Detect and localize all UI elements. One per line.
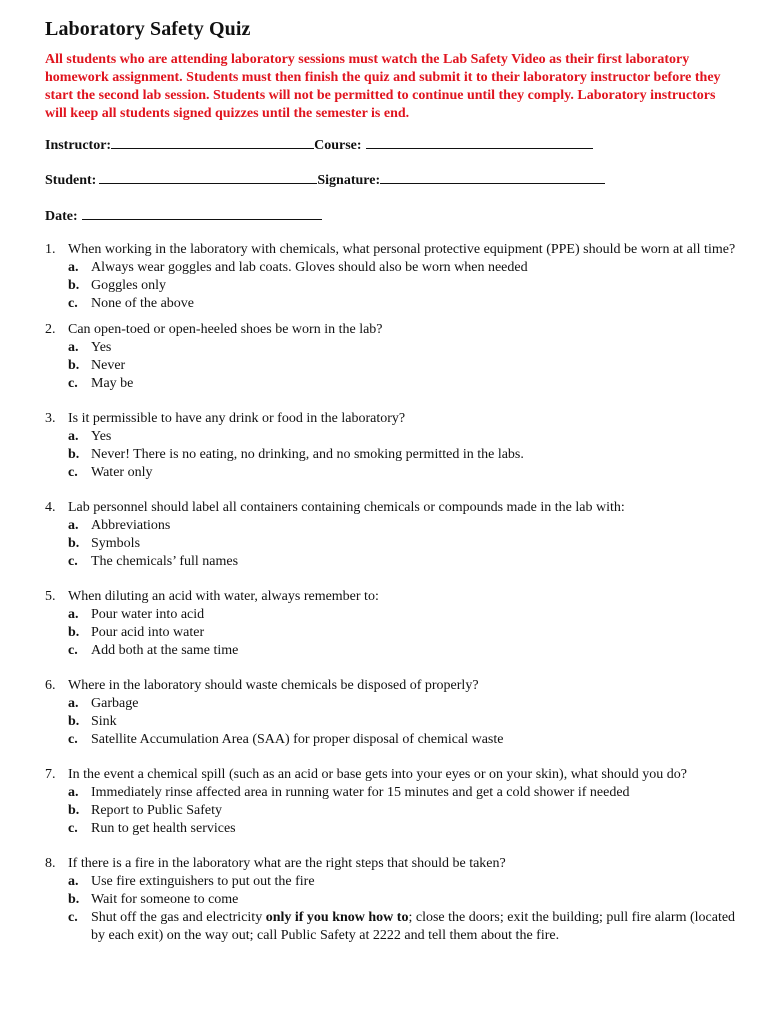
option-letter: b. <box>68 714 80 729</box>
option-letter: a. <box>68 696 79 711</box>
student-label: Student: <box>45 173 97 188</box>
option-text: Never <box>91 358 126 373</box>
option-b[interactable] <box>68 802 745 820</box>
option-a[interactable] <box>68 873 745 891</box>
option-a[interactable] <box>68 259 745 277</box>
option-a[interactable] <box>68 339 745 357</box>
question-number: 8. <box>45 856 56 871</box>
option-c[interactable] <box>68 642 745 660</box>
option-text: Always wear goggles and lab coats. Gloves should also be worn when needed <box>91 260 528 275</box>
option-c[interactable] <box>68 909 745 945</box>
date-label: Date: <box>45 209 78 224</box>
question-number: 6. <box>45 678 56 693</box>
option-letter: b. <box>68 892 80 907</box>
option-letter: b. <box>68 803 80 818</box>
option-letter: a. <box>68 518 79 533</box>
option-c[interactable] <box>68 553 745 571</box>
option-text: Abbreviations <box>91 518 171 533</box>
page-title: Laboratory Safety Quiz <box>45 18 251 40</box>
course-field[interactable] <box>366 136 593 149</box>
option-letter: b. <box>68 625 80 640</box>
option-letter: c. <box>68 643 78 658</box>
option-text: None of the above <box>91 296 195 311</box>
option-text-emphasis: only if you know how to <box>265 910 409 925</box>
option-text: Immediately rinse affected area in running water for 15 minutes and get a cold shower if needed <box>91 785 630 800</box>
instructor-course-row <box>45 136 593 154</box>
question-1 <box>45 241 745 313</box>
option-text: Never! There is no eating, no drinking, and no smoking permitted in the labs. <box>91 447 524 462</box>
option-c[interactable] <box>68 295 745 313</box>
option-text: Yes <box>91 429 112 444</box>
option-text: Yes <box>91 340 112 355</box>
question-text: Is it permissible to have any drink or food in the laboratory? <box>68 411 406 426</box>
option-letter: c. <box>68 821 78 836</box>
option-a[interactable] <box>68 695 745 713</box>
option-b[interactable] <box>68 277 745 295</box>
question-text: When working in the laboratory with chemicals, what personal protective equipment (PPE) should be worn at all time? <box>68 242 736 257</box>
intro-instructions: All students who are attending laboratory sessions must watch the Lab Safety Video as their first laboratory homework assignment. Students must then finish the quiz and submit it to their laboratory instructor before they start the second lab session. Students will not be permitted to continue until they comply. Laboratory instructors will keep all students signed quizzes until the semester is end. <box>45 52 721 121</box>
option-c[interactable] <box>68 731 745 749</box>
question-text: Where in the laboratory should waste chemicals be disposed of properly? <box>68 678 479 693</box>
option-letter: c. <box>68 910 78 925</box>
question-text: In the event a chemical spill (such as an acid or base gets into your eyes or on your skin), what should you do? <box>68 767 687 782</box>
question-3 <box>45 410 745 482</box>
option-a[interactable] <box>68 517 745 535</box>
question-text: Lab personnel should label all containers containing chemicals or compounds made in the lab with: <box>68 500 625 515</box>
option-text: Goggles only <box>91 278 167 293</box>
question-text: Can open-toed or open-heeled shoes be worn in the lab? <box>68 322 383 337</box>
option-letter: a. <box>68 429 79 444</box>
option-c[interactable] <box>68 820 745 838</box>
option-c[interactable] <box>68 464 745 482</box>
option-text: Water only <box>91 465 153 480</box>
question-2 <box>45 321 745 393</box>
question-text: When diluting an acid with water, always remember to: <box>68 589 379 604</box>
option-text: Pour water into acid <box>91 607 205 622</box>
question-number: 1. <box>45 242 56 257</box>
course-label: Course: <box>314 138 362 153</box>
option-b[interactable] <box>68 446 745 464</box>
option-letter: b. <box>68 536 80 551</box>
option-letter: c. <box>68 554 78 569</box>
option-letter: a. <box>68 340 79 355</box>
option-text: Run to get health services <box>91 821 236 836</box>
option-b[interactable] <box>68 357 745 375</box>
option-text: Use fire extinguishers to put out the fire <box>91 874 315 889</box>
question-list <box>45 241 745 945</box>
option-text-after: ; close the doors; exit the building; pull fire alarm (located by each exit) on the way out; call Public Safety at 2222 and tell them about the fire. <box>91 910 736 943</box>
option-text: Symbols <box>91 536 141 551</box>
option-letter: a. <box>68 607 79 622</box>
option-a[interactable] <box>68 606 745 624</box>
option-letter: c. <box>68 376 78 391</box>
option-text: Pour acid into water <box>91 625 205 640</box>
question-6 <box>45 677 745 749</box>
option-text: Satellite Accumulation Area (SAA) for proper disposal of chemical waste <box>91 732 504 747</box>
question-number: 4. <box>45 500 56 515</box>
option-letter: b. <box>68 278 80 293</box>
option-text: Wait for someone to come <box>91 892 239 907</box>
option-letter: a. <box>68 874 79 889</box>
option-text: The chemicals’ full names <box>91 554 239 569</box>
question-4 <box>45 499 745 571</box>
option-letter: a. <box>68 260 79 275</box>
instructor-field[interactable] <box>111 136 314 149</box>
student-field[interactable] <box>99 171 317 184</box>
option-text: May be <box>91 376 134 391</box>
instructor-label: Instructor: <box>45 138 112 153</box>
question-5 <box>45 588 745 660</box>
option-b[interactable] <box>68 535 745 553</box>
question-7 <box>45 766 745 838</box>
option-letter: c. <box>68 296 78 311</box>
option-letter: c. <box>68 465 78 480</box>
signature-label: Signature: <box>317 173 381 188</box>
option-letter: b. <box>68 358 80 373</box>
option-b[interactable] <box>68 624 745 642</box>
question-number: 2. <box>45 322 56 337</box>
option-a[interactable] <box>68 784 745 802</box>
date-field[interactable] <box>82 207 322 220</box>
option-letter: c. <box>68 732 78 747</box>
signature-field[interactable] <box>380 171 605 184</box>
question-text: If there is a fire in the laboratory what are the right steps that should be taken? <box>68 856 506 871</box>
date-row <box>45 207 322 225</box>
student-signature-row <box>45 171 605 189</box>
question-number: 5. <box>45 589 56 604</box>
option-b[interactable] <box>68 713 745 731</box>
option-text-before: Shut off the gas and electricity <box>91 910 266 925</box>
question-number: 3. <box>45 411 56 426</box>
option-letter: a. <box>68 785 79 800</box>
option-text: Sink <box>91 714 117 729</box>
option-a[interactable] <box>68 428 745 446</box>
option-b[interactable] <box>68 891 745 909</box>
option-text: Add both at the same time <box>91 643 239 658</box>
question-8 <box>45 855 745 945</box>
option-c[interactable] <box>68 375 745 393</box>
option-text: Garbage <box>91 696 139 711</box>
option-text: Report to Public Safety <box>91 803 223 818</box>
option-letter: b. <box>68 447 80 462</box>
question-number: 7. <box>45 767 56 782</box>
